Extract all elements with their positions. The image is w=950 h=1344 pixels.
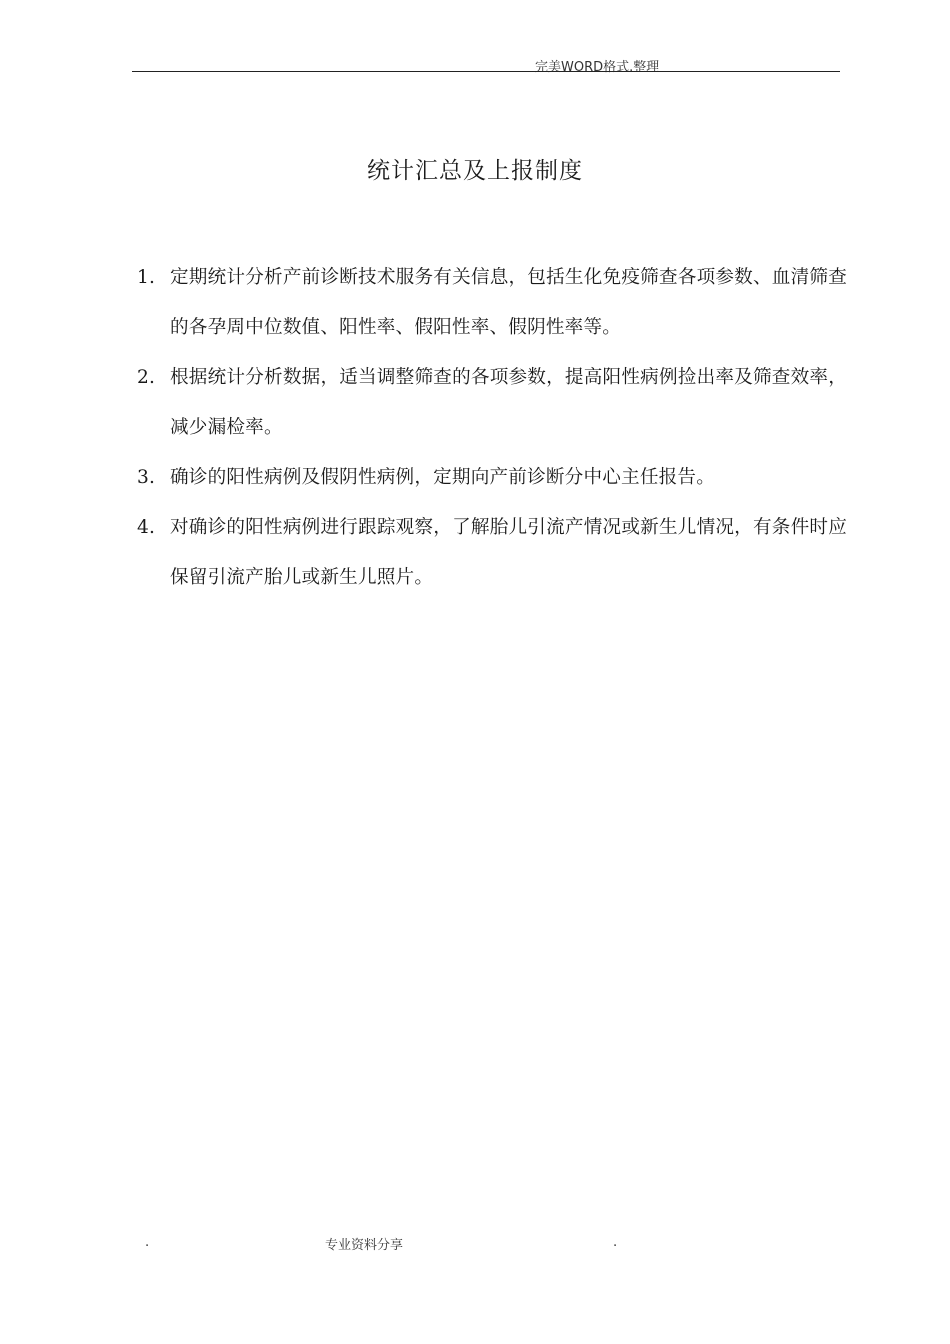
list-item-text: 确诊的阳性病例及假阴性病例，定期向产前诊断分中心主任报告。 — [170, 467, 716, 488]
header-divider — [132, 71, 840, 72]
footer-left-mark: . — [145, 1235, 150, 1250]
list-item — [137, 453, 847, 503]
list-item — [137, 353, 847, 453]
list-item-number: 2. — [137, 367, 156, 388]
regulation-list — [137, 253, 847, 603]
list-item-text: 定期统计分析产前诊断技术服务有关信息，包括生化免疫筛查各项参数、血清筛查的各孕周中位数值、阳性率、假阳性率、假阴性率等。 — [170, 267, 847, 338]
list-item-text: 对确诊的阳性病例进行跟踪观察，了解胎儿引流产情况或新生儿情况，有条件时应保留引流产胎儿或新生儿照片。 — [170, 517, 847, 588]
list-item — [137, 253, 847, 353]
list-item-number: 3. — [137, 467, 156, 488]
page-header-text: 完美WORD格式.整理 — [535, 60, 660, 75]
list-item — [137, 503, 847, 603]
list-item-number: 1. — [137, 267, 156, 288]
document-title: 统计汇总及上报制度 — [367, 158, 583, 184]
list-item-text: 根据统计分析数据，适当调整筛查的各项参数，提高阳性病例捡出率及筛查效率，减少漏检率。 — [170, 367, 847, 438]
list-item-number: 4. — [137, 517, 156, 538]
footer-right-mark: . — [613, 1235, 618, 1250]
footer-text: 专业资料分享 — [325, 1238, 404, 1253]
